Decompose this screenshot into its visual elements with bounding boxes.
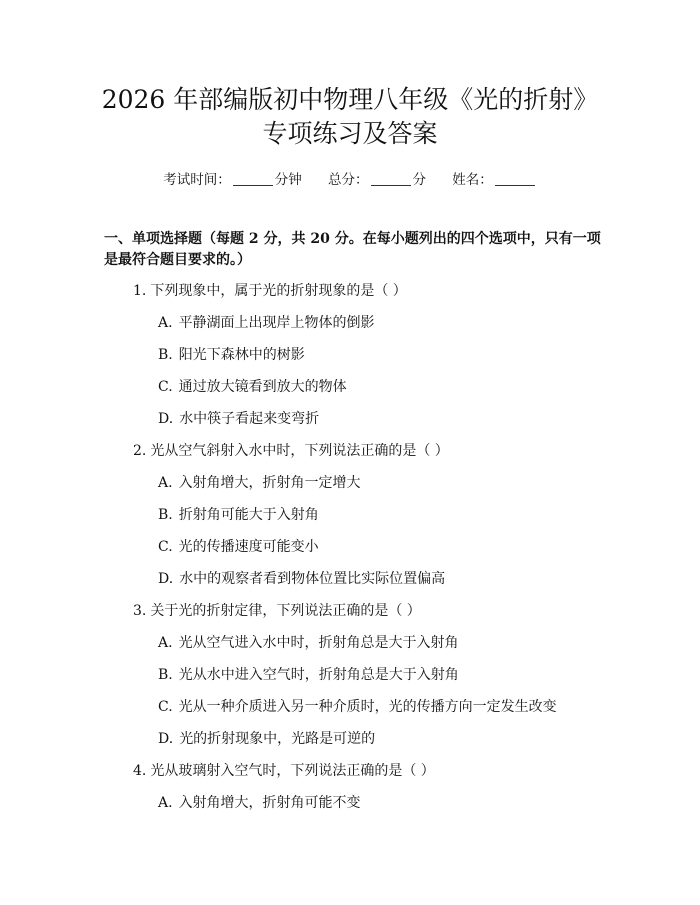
- option-text: 光从空气进入水中时，折射角总是大于入射角: [178, 635, 459, 651]
- answer-option: [158, 346, 305, 364]
- question-text: 下列现象中，属于光的折射现象的是（ ）: [150, 283, 407, 299]
- question-number: 4.: [133, 763, 147, 779]
- section-heading: 一、单项选择题（每题 2 分，共 20 分。在每小题列出的四个选项中，只有一项是最符合题目要求的。）: [104, 231, 601, 268]
- option-letter: C.: [158, 699, 173, 715]
- document-title-line-1: 2026 年部编版初中物理八年级《光的折射》: [101, 85, 599, 114]
- option-text: 通过放大镜看到放大的物体: [178, 379, 347, 395]
- exam-time-unit: 分钟: [274, 172, 302, 188]
- question-number: 2.: [133, 443, 147, 459]
- answer-option: [158, 378, 347, 396]
- option-text: 平静湖面上出现岸上物体的倒影: [178, 315, 375, 331]
- option-text: 水中的观察者看到物体位置比实际位置偏高: [179, 571, 446, 587]
- answer-option: [158, 698, 557, 716]
- option-letter: B.: [158, 347, 173, 363]
- answer-option: [158, 474, 361, 492]
- answer-option: [158, 666, 459, 684]
- question-stem: [133, 442, 449, 460]
- question-text: 光从空气斜射入水中时，下列说法正确的是（ ）: [150, 443, 449, 459]
- option-text: 水中筷子看起来变弯折: [179, 411, 320, 427]
- question-stem: [133, 602, 421, 620]
- option-text: 光从一种介质进入另一种介质时，光的传播方向一定发生改变: [178, 699, 557, 715]
- answer-option: [158, 570, 445, 588]
- option-letter: A.: [158, 315, 173, 331]
- option-text: 光的传播速度可能变小: [178, 539, 319, 555]
- option-letter: D.: [158, 411, 174, 427]
- question-text: 关于光的折射定律，下列说法正确的是（ ）: [150, 603, 421, 619]
- answer-option: [158, 538, 319, 556]
- answer-option: [158, 730, 375, 748]
- total-score-unit: 分: [412, 172, 426, 188]
- option-letter: A.: [158, 475, 173, 491]
- option-letter: B.: [158, 667, 173, 683]
- total-score-field: [328, 172, 426, 188]
- answer-option: [158, 410, 319, 428]
- question-number: 1.: [133, 283, 147, 299]
- student-name-field: [452, 172, 537, 188]
- exam-info-row: [0, 168, 700, 188]
- option-text: 折射角可能大于入射角: [178, 507, 319, 523]
- option-letter: A.: [158, 635, 173, 651]
- answer-option: [158, 794, 361, 812]
- question-number: 3.: [133, 603, 147, 619]
- option-text: 光从水中进入空气时，折射角总是大于入射角: [178, 667, 459, 683]
- total-score-blank: [371, 185, 411, 186]
- total-score-label: 总分：: [328, 172, 369, 188]
- option-letter: A.: [158, 795, 173, 811]
- answer-option: [158, 314, 375, 332]
- student-name-blank: [495, 185, 535, 186]
- option-letter: D.: [158, 731, 174, 747]
- answer-option: [158, 634, 459, 652]
- option-text: 阳光下森林中的树影: [178, 347, 305, 363]
- option-letter: C.: [158, 379, 173, 395]
- exam-time-label: 考试时间：: [163, 172, 231, 188]
- student-name-label: 姓名：: [452, 172, 493, 188]
- option-text: 光的折射现象中，光路是可逆的: [179, 731, 376, 747]
- question-stem: [133, 282, 407, 300]
- question-stem: [133, 762, 435, 780]
- question-text: 光从玻璃射入空气时，下列说法正确的是（ ）: [150, 763, 435, 779]
- exam-time-field: [163, 172, 302, 188]
- option-text: 入射角增大，折射角可能不变: [178, 795, 361, 811]
- option-letter: D.: [158, 571, 174, 587]
- answer-option: [158, 506, 319, 524]
- option-letter: C.: [158, 539, 173, 555]
- option-letter: B.: [158, 507, 173, 523]
- exam-time-blank: [233, 185, 273, 186]
- document-title-line-2: 专项练习及答案: [262, 119, 438, 148]
- option-text: 入射角增大，折射角一定增大: [178, 475, 361, 491]
